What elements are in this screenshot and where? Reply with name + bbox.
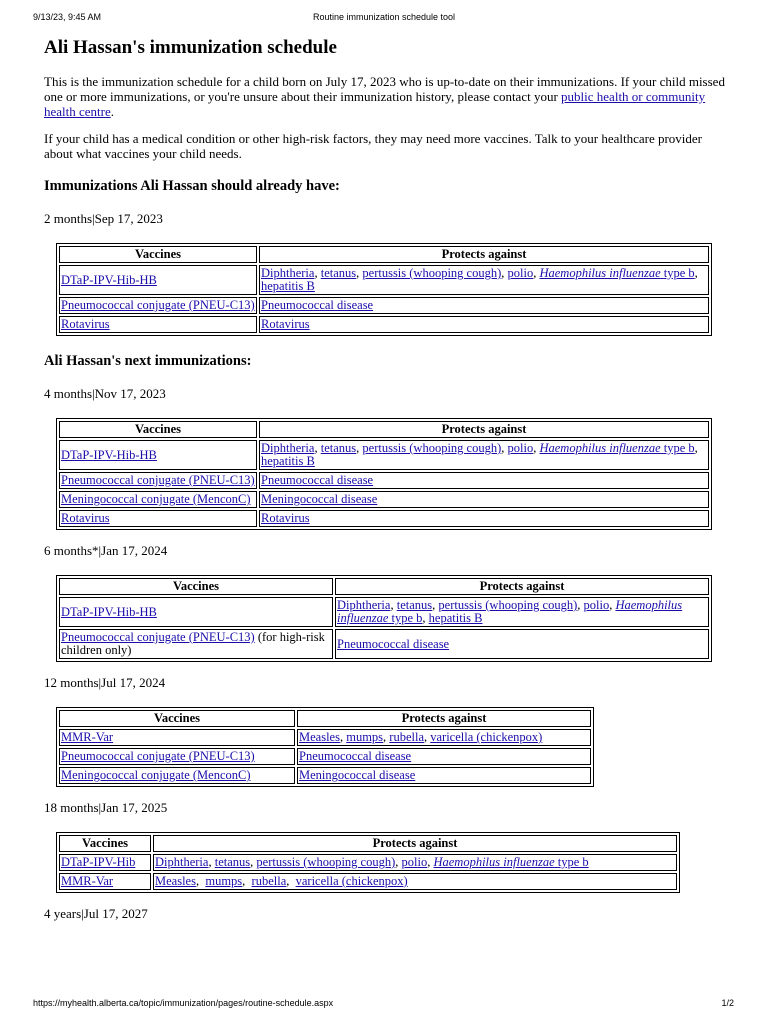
vaccine-link[interactable]: Pneumococcal conjugate (PNEU-C13) bbox=[61, 473, 255, 487]
intro-paragraph bbox=[44, 74, 734, 119]
disease-link[interactable]: pertussis (whooping cough) bbox=[256, 855, 396, 869]
table-row bbox=[59, 854, 677, 871]
main-content bbox=[44, 30, 734, 938]
disease-link[interactable]: Rotavirus bbox=[261, 511, 310, 525]
protects-header: Protects against bbox=[259, 421, 709, 438]
vaccine-link[interactable]: Pneumococcal conjugate (PNEU-C13) bbox=[61, 298, 255, 312]
vaccines-header: Vaccines bbox=[59, 578, 333, 595]
protects-cell: Diphtheria, tetanus, pertussis (whooping cough), polio, Haemophilus influenzae type b, hepatitis B bbox=[259, 440, 709, 470]
table-header-row bbox=[59, 710, 591, 727]
page-title: Ali Hassan's immunization schedule bbox=[44, 37, 337, 58]
schedule-table-18-months bbox=[56, 832, 680, 893]
disease-link[interactable]: Pneumococcal disease bbox=[261, 298, 374, 312]
table-row bbox=[59, 729, 591, 746]
table-row bbox=[59, 297, 709, 314]
period-4-months bbox=[44, 386, 734, 401]
disease-link[interactable]: mumps bbox=[205, 874, 243, 888]
disease-link[interactable]: Pneumococcal disease bbox=[261, 473, 374, 487]
disease-italic: Haemophilus influenzae bbox=[433, 855, 555, 869]
vaccines-header: Vaccines bbox=[59, 246, 257, 263]
vaccines-header: Vaccines bbox=[59, 835, 151, 852]
disease-link[interactable]: Pneumococcal disease bbox=[299, 749, 412, 763]
disease-link[interactable]: Meningococcal disease bbox=[299, 768, 416, 782]
period-age: 18 months bbox=[44, 800, 99, 815]
table-row bbox=[59, 316, 709, 333]
disease-link[interactable]: mumps bbox=[346, 730, 384, 744]
disease-link[interactable]: polio bbox=[507, 441, 534, 455]
period-age: 4 months bbox=[44, 386, 93, 401]
protects-cell: Measles, mumps, rubella, varicella (chickenpox) bbox=[153, 873, 677, 890]
disease-link[interactable]: rubella bbox=[389, 730, 424, 744]
vaccine-link[interactable]: Meningococcal conjugate (MenconC) bbox=[61, 768, 251, 782]
vaccine-link[interactable]: Pneumococcal conjugate (PNEU-C13) bbox=[61, 630, 255, 644]
period-18-months bbox=[44, 800, 734, 815]
period-date: Jul 17, 2024 bbox=[101, 675, 166, 690]
vaccine-link[interactable]: DTaP-IPV-Hib-HB bbox=[61, 604, 157, 619]
period-age: 6 months* bbox=[44, 543, 99, 558]
next-immunizations-heading: Ali Hassan's next immunizations: bbox=[44, 353, 252, 369]
disease-link[interactable]: polio bbox=[401, 855, 428, 869]
disease-italic: Haemophilus influenzae bbox=[539, 266, 661, 280]
table-row bbox=[59, 767, 591, 784]
disease-link[interactable]: pertussis (whooping cough) bbox=[362, 441, 502, 455]
vaccine-link[interactable]: Pneumococcal conjugate (PNEU-C13) bbox=[61, 749, 255, 763]
table-header-row bbox=[59, 246, 709, 263]
period-age: 2 months bbox=[44, 211, 93, 226]
protects-cell: Measles, mumps, rubella, varicella (chickenpox) bbox=[297, 729, 591, 746]
table-row bbox=[59, 440, 709, 470]
period-age: 4 years bbox=[44, 906, 82, 921]
print-footer bbox=[0, 998, 768, 1012]
disease-link[interactable]: hepatitis B bbox=[428, 611, 483, 625]
period-separator: | bbox=[98, 543, 102, 558]
schedule-table-6-months bbox=[56, 575, 712, 662]
disease-link[interactable]: rubella bbox=[251, 874, 287, 888]
table-row bbox=[59, 510, 709, 527]
table-row bbox=[59, 748, 591, 765]
period-date: Jan 17, 2025 bbox=[101, 800, 168, 815]
vaccine-link[interactable]: MMR-Var bbox=[61, 874, 114, 888]
already-have-heading: Immunizations Ali Hassan should already have: bbox=[44, 178, 340, 194]
protects-header: Protects against bbox=[297, 710, 591, 727]
health-centre-link[interactable]: public health or community health centre bbox=[44, 89, 706, 119]
period-date: Nov 17, 2023 bbox=[94, 386, 166, 401]
disease-link[interactable]: Rotavirus bbox=[261, 317, 310, 331]
period-separator: | bbox=[92, 211, 95, 226]
period-separator: | bbox=[98, 675, 102, 690]
print-header bbox=[0, 12, 768, 26]
disease-link[interactable]: Measles bbox=[299, 730, 340, 744]
vaccines-header: Vaccines bbox=[59, 421, 257, 438]
table-row bbox=[59, 265, 709, 295]
schedule-table-2-months bbox=[56, 243, 712, 336]
disease-link[interactable]: Pneumococcal disease bbox=[337, 636, 450, 651]
print-page-title: Routine immunization schedule tool bbox=[312, 12, 456, 22]
disease-link[interactable]: tetanus bbox=[320, 441, 357, 455]
period-separator: | bbox=[98, 800, 102, 815]
table-header-row bbox=[59, 578, 709, 595]
print-datetime: 9/13/23, 9:45 AM bbox=[33, 12, 102, 22]
vaccine-link[interactable]: DTaP-IPV-Hib-HB bbox=[61, 447, 157, 462]
vaccine-note: (for high-risk children only) bbox=[61, 630, 325, 657]
intro-text: This is the immunization schedule for a child born on July 17, 2023 who is up-to-date on their immunizations. If your child missed one or more immunizations, or you're unsure about their immunization history, please contact your bbox=[44, 74, 725, 104]
period-age: 12 months bbox=[44, 675, 99, 690]
vaccine-link[interactable]: Rotavirus bbox=[61, 511, 110, 525]
disease-link[interactable]: Haemophilus influenzae type b bbox=[337, 598, 683, 625]
protects-header: Protects against bbox=[335, 578, 709, 595]
schedule-table-12-months bbox=[56, 707, 594, 787]
table-row bbox=[59, 472, 709, 489]
disease-link[interactable]: Meningococcal disease bbox=[261, 492, 378, 506]
disease-link[interactable]: pertussis (whooping cough) bbox=[362, 266, 502, 280]
disease-link[interactable]: polio bbox=[583, 598, 610, 612]
protects-header: Protects against bbox=[153, 835, 677, 852]
protects-header: Protects against bbox=[259, 246, 709, 263]
period-separator: | bbox=[81, 906, 84, 921]
table-header-row bbox=[59, 421, 709, 438]
disease-link[interactable]: Haemophilus influenzae type b bbox=[539, 266, 695, 280]
period-6-months bbox=[44, 543, 734, 558]
period-4-years bbox=[44, 906, 734, 921]
print-url: https://myhealth.alberta.ca/topic/immunization/pages/routine-schedule.aspx bbox=[33, 998, 334, 1008]
disease-link[interactable]: Diphtheria bbox=[155, 855, 209, 869]
disease-link[interactable]: tetanus bbox=[396, 598, 433, 612]
disease-link[interactable]: Measles bbox=[155, 874, 196, 888]
print-page-number: 1/2 bbox=[721, 998, 734, 1008]
protects-cell: Diphtheria, tetanus, pertussis (whooping cough), polio, Haemophilus influenzae type b, hepatitis B bbox=[335, 597, 709, 627]
schedule-table-4-months bbox=[56, 418, 712, 530]
disease-link[interactable]: polio bbox=[507, 266, 534, 280]
disease-italic: Haemophilus influenzae bbox=[337, 598, 683, 625]
disease-link[interactable]: Haemophilus influenzae type b bbox=[433, 855, 589, 869]
disease-link[interactable]: varicella (chickenpox) bbox=[430, 730, 543, 744]
protects-cell: Diphtheria, tetanus, pertussis (whooping cough), polio, Haemophilus influenzae type b bbox=[153, 854, 677, 871]
table-row bbox=[59, 491, 709, 508]
disease-link[interactable]: tetanus bbox=[320, 266, 357, 280]
disease-link[interactable]: tetanus bbox=[214, 855, 251, 869]
period-date: Jan 17, 2024 bbox=[101, 543, 168, 558]
intro-text-end: . bbox=[110, 104, 115, 119]
disease-link[interactable]: Diphtheria bbox=[261, 441, 315, 455]
disease-italic: Haemophilus influenzae bbox=[539, 441, 661, 455]
table-row bbox=[59, 873, 677, 890]
period-date: Jul 17, 2027 bbox=[83, 906, 148, 921]
vaccine-link[interactable]: Rotavirus bbox=[61, 317, 110, 331]
disease-link[interactable]: Haemophilus influenzae type b bbox=[539, 441, 695, 455]
table-row bbox=[59, 629, 709, 659]
disease-link[interactable]: Diphtheria bbox=[337, 598, 391, 612]
disease-link[interactable]: hepatitis B bbox=[261, 454, 315, 468]
vaccine-link[interactable]: DTaP-IPV-Hib bbox=[61, 855, 136, 869]
period-2-months bbox=[44, 211, 734, 226]
vaccine-link[interactable]: Meningococcal conjugate (MenconC) bbox=[61, 492, 251, 506]
vaccines-header: Vaccines bbox=[59, 710, 295, 727]
disease-link[interactable]: hepatitis B bbox=[261, 279, 315, 293]
period-separator: | bbox=[92, 386, 95, 401]
protects-cell: Diphtheria, tetanus, pertussis (whooping cough), polio, Haemophilus influenzae type b, hepatitis B bbox=[259, 265, 709, 295]
table-header-row bbox=[59, 835, 677, 852]
vaccine-link[interactable]: MMR-Var bbox=[61, 730, 114, 744]
disease-link[interactable]: pertussis (whooping cough) bbox=[438, 598, 578, 612]
period-date: Sep 17, 2023 bbox=[94, 211, 163, 226]
table-row bbox=[59, 597, 709, 627]
risk-note: If your child has a medical condition or other high-risk factors, they may need more vaccines. Talk to your healthcare provider about what vaccines your child needs. bbox=[44, 131, 703, 161]
period-12-months bbox=[44, 675, 734, 690]
vaccine-link[interactable]: DTaP-IPV-Hib-HB bbox=[61, 272, 157, 287]
disease-link[interactable]: varicella (chickenpox) bbox=[295, 874, 408, 888]
disease-link[interactable]: Diphtheria bbox=[261, 266, 315, 280]
